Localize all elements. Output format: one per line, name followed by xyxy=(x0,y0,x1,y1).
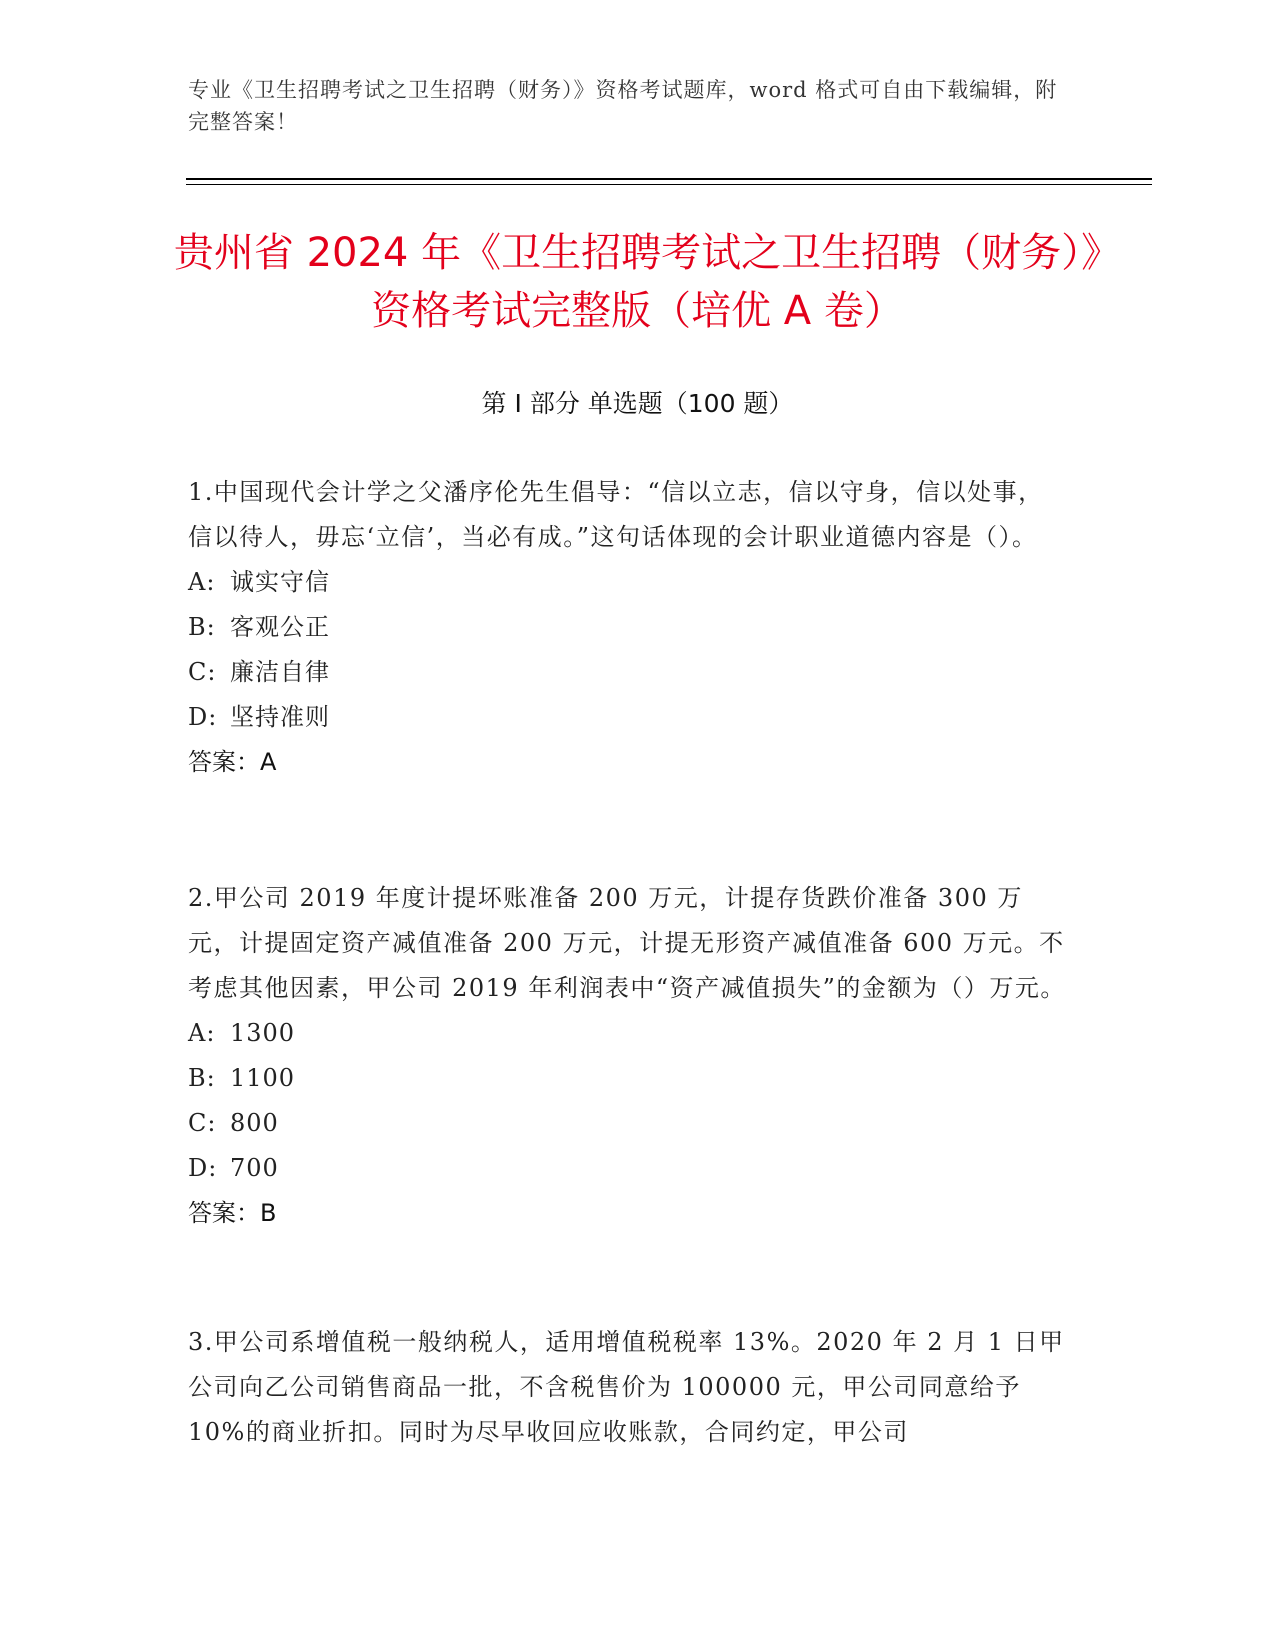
section-heading: 第 I 部分 单选题（100 题） xyxy=(481,389,794,418)
option-letter: D: xyxy=(188,1154,218,1182)
header-divider-thin xyxy=(186,184,1152,185)
option-a xyxy=(188,560,1068,605)
option-letter: C: xyxy=(188,658,217,686)
question-2 xyxy=(188,876,1068,1236)
option-letter: C: xyxy=(188,1109,217,1137)
question-stem: 3.甲公司系增值税一般纳税人，适用增值税税率 13%。2020 年 2 月 1 日甲公司向乙公司销售商品一批，不含税售价为 100000 元，甲公司同意给予 10%的商业折扣。同时为尽早收回应收账款，合同约定，甲公司 xyxy=(188,1328,1065,1446)
document-title: 贵州省 2024 年《卫生招聘考试之卫生招聘（财务）》资格考试完整版（培优 A 卷） xyxy=(173,230,1102,334)
option-b xyxy=(188,605,1068,650)
option-a xyxy=(188,1011,1068,1056)
option-text: 诚实守信 xyxy=(230,568,330,596)
option-d xyxy=(188,1146,1068,1191)
option-letter: D: xyxy=(188,703,218,731)
option-letter: B: xyxy=(188,613,216,641)
option-b xyxy=(188,1056,1068,1101)
answer-line: 答案：A xyxy=(188,748,277,776)
option-c xyxy=(188,1101,1068,1146)
option-letter: A: xyxy=(188,1019,216,1047)
option-text: 客观公正 xyxy=(230,613,330,641)
header-note: 专业《卫生招聘考试之卫生招聘（财务）》资格考试题库，word 格式可自由下载编辑，附完整答案！ xyxy=(188,78,1058,134)
option-text: 1100 xyxy=(230,1064,296,1092)
question-stem: 1.中国现代会计学之父潘序伦先生倡导：“信以立志，信以守身，信以处事，信以待人，毋忘‘立信’，当必有成。”这句话体现的会计职业道德内容是（）。 xyxy=(188,478,1044,551)
option-letter: B: xyxy=(188,1064,216,1092)
option-text: 坚持准则 xyxy=(230,703,330,731)
option-text: 700 xyxy=(230,1154,279,1182)
option-c xyxy=(188,650,1068,695)
question-stem: 2.甲公司 2019 年度计提坏账准备 200 万元，计提存货跌价准备 300 万元，计提固定资产减值准备 200 万元，计提无形资产减值准备 600 万元。不考虑其他因素，甲公司 2019 年利润表中“资产减值损失”的金额为（）万元。 xyxy=(188,884,1066,1002)
option-d xyxy=(188,695,1068,740)
header-divider-thick xyxy=(186,178,1152,180)
option-text: 800 xyxy=(230,1109,279,1137)
option-text: 廉洁自律 xyxy=(230,658,330,686)
option-text: 1300 xyxy=(230,1019,296,1047)
question-3 xyxy=(188,1320,1068,1455)
option-letter: A: xyxy=(188,568,216,596)
answer-line: 答案：B xyxy=(188,1199,277,1227)
question-1 xyxy=(188,470,1068,785)
